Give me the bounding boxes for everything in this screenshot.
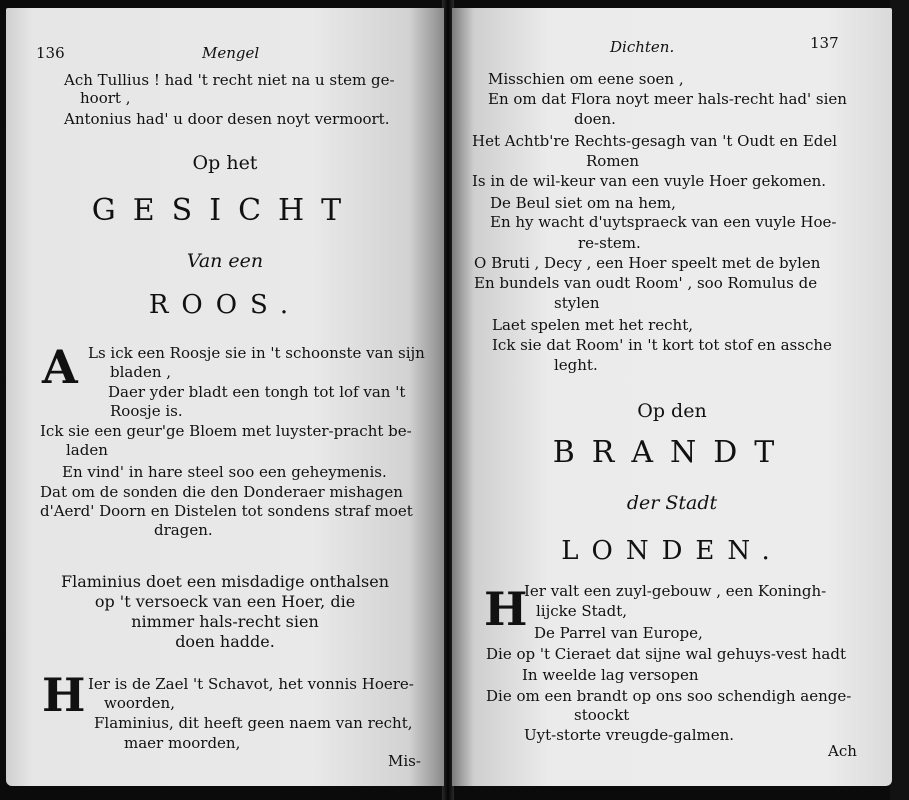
poem-title-main: GESICHT bbox=[91, 193, 359, 228]
text-line: doen. bbox=[574, 110, 616, 128]
text-line: De Beul siet om na hem, bbox=[490, 194, 676, 212]
text-line: bladen , bbox=[110, 363, 172, 381]
text-line: laden bbox=[66, 441, 108, 459]
text-line: Ls ick een Roosje sie in 't schoonste van sijn bbox=[88, 344, 425, 362]
text-line: En hy wacht d'uytspraeck van een vuyle Hoe- bbox=[490, 213, 837, 231]
text-line: leght. bbox=[554, 356, 598, 374]
text-line: Het Achtb're Rechts-gesagh van 't Oudt en Edel bbox=[472, 132, 838, 150]
poem-title-line: Flaminius doet een misdadige onthalsen bbox=[60, 572, 389, 591]
running-head: Mengel bbox=[202, 44, 260, 62]
text-line: O Bruti , Decy , een Hoer speelt met de bylen bbox=[474, 254, 821, 272]
poem-title-main: BRANDT bbox=[552, 435, 792, 470]
poem-title-line: Op het bbox=[192, 152, 258, 174]
catchword: Mis- bbox=[388, 752, 421, 770]
page-number: 136 bbox=[36, 44, 65, 62]
text-line: Misschien om eene soen , bbox=[488, 70, 684, 88]
text-line: maer moorden, bbox=[124, 734, 241, 752]
text-line: Flaminius, dit heeft geen naem van recht, bbox=[94, 714, 413, 732]
page-number: 137 bbox=[810, 34, 839, 52]
poem-title-line: der Stadt bbox=[626, 492, 718, 514]
text-line: Is in de wil-keur van een vuyle Hoer gekomen. bbox=[472, 172, 827, 190]
drop-cap: H bbox=[42, 668, 86, 722]
drop-cap: A bbox=[42, 340, 78, 394]
running-head: Dichten. bbox=[610, 38, 675, 56]
drop-cap: H bbox=[484, 582, 528, 636]
poem-title-line: op 't versoeck van een Hoer, die bbox=[94, 592, 356, 611]
text-line: d'Aerd' Doorn en Distelen tot sondens straf moet bbox=[40, 502, 413, 520]
text-line: De Parrel van Europe, bbox=[534, 624, 703, 642]
text-line: Die op 't Cieraet dat sijne wal gehuys-vest hadt bbox=[486, 645, 846, 663]
poem-title-line: Van een bbox=[186, 250, 264, 272]
text-line: Ick sie dat Room' in 't kort tot stof en assche bbox=[492, 336, 832, 354]
text-line: Ach Tullius ! had 't recht niet na u stem ge- bbox=[64, 71, 395, 89]
text-line: En vind' in hare steel soo een geheymenis. bbox=[62, 463, 387, 481]
text-line: lijcke Stadt, bbox=[536, 602, 628, 620]
text-line: En bundels van oudt Room' , soo Romulus de bbox=[474, 274, 818, 292]
text-line: woorden, bbox=[104, 694, 175, 712]
poem-title-line: nimmer hals-recht sien bbox=[131, 612, 319, 631]
text-line: hoort , bbox=[80, 89, 131, 107]
text-line: Ick sie een geur'ge Bloem met luyster-pracht be- bbox=[40, 422, 412, 440]
text-line: Daer yder bladt een tongh tot lof van 't bbox=[108, 383, 406, 401]
text-line: Laet spelen met het recht, bbox=[492, 316, 693, 334]
text-line: stoockt bbox=[574, 706, 630, 724]
text-line: In weelde lag versopen bbox=[522, 666, 699, 684]
text-line: Uyt-storte vreugde-galmen. bbox=[524, 726, 735, 744]
text-line: Ier is de Zael 't Schavot, het vonnis Hoere- bbox=[88, 675, 414, 693]
text-line: Dat om de sonden die den Donderaer mishagen bbox=[40, 483, 403, 501]
text-line: Roosje is. bbox=[110, 402, 183, 420]
text-line: re-stem. bbox=[578, 234, 641, 252]
left-page bbox=[6, 8, 444, 786]
text-line: Die om een brandt op ons soo schendigh aenge- bbox=[486, 687, 852, 705]
text-line: En om dat Flora noyt meer hals-recht had' sien bbox=[488, 90, 847, 108]
catchword: Ach bbox=[828, 742, 857, 760]
text-line: Romen bbox=[586, 152, 640, 170]
poem-title-main: ROOS. bbox=[148, 290, 302, 320]
book-edge bbox=[890, 0, 909, 800]
poem-title-line: Op den bbox=[637, 400, 707, 422]
text-line: Ier valt een zuyl-gebouw , een Koningh- bbox=[524, 582, 827, 600]
right-page bbox=[452, 8, 892, 786]
poem-title-line: doen hadde. bbox=[175, 632, 275, 651]
text-line: Antonius had' u door desen noyt vermoort. bbox=[64, 110, 390, 128]
poem-title-main: LONDEN. bbox=[561, 536, 783, 566]
text-line: dragen. bbox=[154, 521, 213, 539]
text-line: stylen bbox=[554, 294, 600, 312]
